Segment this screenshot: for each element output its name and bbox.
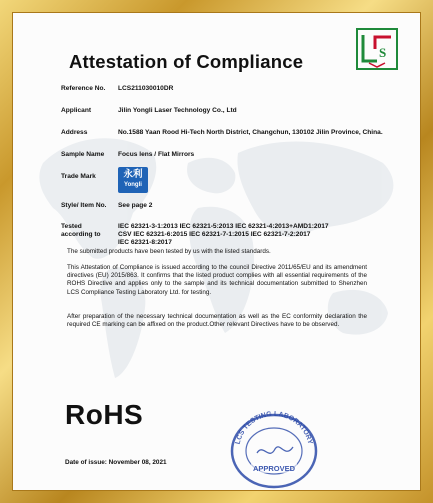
trademark-en-text: Yongli: [124, 182, 142, 188]
rohs-mark: RoHS: [65, 399, 144, 430]
yongli-trademark-logo: [118, 167, 148, 193]
stamp-top-text: LCS TESTING LABORATORY: [234, 410, 314, 446]
paragraph-attestation: This Attestation of Compliance is issued according to the council Directive 2011/65/EU and its amendment directives (EU) 2015/863. It confirms that the listed product complies with all essential requirements of the ROHS Directive and applies only to the sample and its technical documentation submitted to Shenzhen LCS Compliance Testing Laboratory Ltd. for testing.: [67, 264, 367, 296]
paragraph-tested: The submitted products have been tested by us with the listed standards.: [67, 248, 271, 255]
sample-label: Sample Name: [61, 151, 105, 158]
reference-label: Reference No.: [61, 85, 106, 92]
style-value: See page 2: [118, 202, 153, 209]
stamp-bottom-text: APPROVED: [252, 464, 296, 473]
paragraph-ce-marking: After preparation of the necessary technical documentation as well as the EC conformity declaration the required CE marking can be affixed on the product.Other relevant Directives have to be observed.: [67, 313, 367, 329]
certificate-sheet: [12, 12, 421, 491]
tested-standards-line1: IEC 62321-3-1:2013 IEC 62321-5:2013 IEC 62321-4:2013+AMD1:2017: [118, 223, 329, 230]
date-of-issue: Date of issue: November 08, 2021: [65, 459, 167, 466]
style-label: Style/ Item No.: [61, 202, 107, 209]
tested-label: [61, 223, 101, 239]
trademark-label: Trade Mark: [61, 173, 96, 180]
sample-value: Focus lens / Flat Mirrors: [118, 151, 195, 158]
tested-label-line2: according to: [61, 231, 101, 238]
tested-standards-line3: IEC 62321-8:2017: [118, 239, 172, 246]
tested-label-line1: Tested: [61, 223, 82, 230]
svg-text:S: S: [379, 45, 387, 60]
approved-stamp-icon: [225, 403, 323, 491]
tested-standards-line2: CSV IEC 62321-6:2015 IEC 62321-7-1:2015 IEC 62321-7-2:2017: [118, 231, 311, 238]
address-label: Address: [61, 129, 88, 136]
applicant-value: Jilin Yongli Laser Technology Co., Ltd: [118, 107, 237, 114]
tested-standards: [118, 223, 412, 247]
applicant-label: Applicant: [61, 107, 92, 114]
address-value: No.1588 Yaan Rood Hi-Tech North District, Changchun, 130102 Jilin Province, China.: [118, 129, 383, 136]
reference-value: LCS211030010DR: [118, 85, 174, 92]
trademark-cn-text: 永利: [123, 169, 143, 180]
lcs-logo-icon: [355, 27, 399, 71]
page-title: Attestation of Compliance: [69, 51, 304, 72]
